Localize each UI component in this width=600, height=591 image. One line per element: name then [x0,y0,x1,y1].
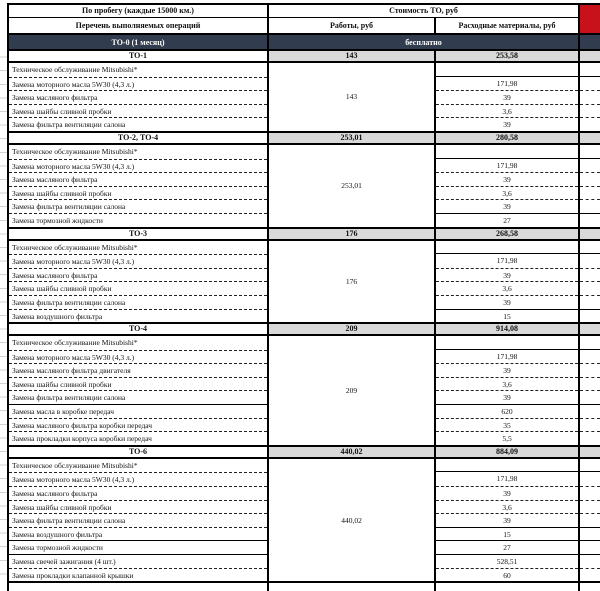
cut-cell [580,500,600,514]
section-header-row [9,49,600,63]
operation-label: Замена шайбы сливной пробки [9,500,267,514]
operations-column [9,336,267,445]
section-title: ТО-4 [128,324,148,334]
section-works-total: 209 [267,324,434,334]
material-value: 171,98 [496,351,518,361]
operation-label: Замена воздушного фильтра [9,527,267,541]
operations-column [9,145,267,227]
cut-cell [580,527,600,541]
section-extra-cell [578,229,600,239]
section-header-row [9,227,600,241]
operation-label: Замена шайбы сливной пробки [9,377,267,391]
materials-column [434,336,578,445]
works-value: 440,02 [267,459,434,581]
section-works-total: 440,02 [267,447,434,457]
cut-cell [580,254,600,268]
cut-cell [580,404,600,418]
operations-column [9,63,267,131]
section-title: ТО-2, ТО-4 [117,132,159,142]
operation-label: Замена моторного масла 5W30 (4,3 л.) [9,472,267,486]
section-materials-total: 914,08 [434,324,578,334]
cut-cell [580,486,600,500]
cut-column [578,336,600,445]
works-value: 209 [267,336,434,445]
cut-cell [580,350,600,364]
header-cost-title-cell: Стоимость ТО, руб [267,5,578,18]
section-materials-total: 884,09 [434,447,578,457]
material-value: 3,6 [436,377,578,391]
operation-label: Техническое обслуживание Mitsubishi* [12,146,138,156]
material-value: 60 [436,568,578,582]
cut-blank-cell [580,336,600,350]
operation-label: Замена воздушного фильтра [9,309,267,323]
material-value: 3,6 [436,500,578,514]
section-title: ТО-6 [128,446,148,456]
material-value: 35 [436,418,578,432]
operation-label: Замена моторного масла 5W30 (4,3 л.) [9,350,267,364]
cut-cell [580,213,600,227]
cut-cell [580,309,600,323]
cut-cell [580,554,600,568]
material-value: 39 [436,90,578,104]
operation-label: Замена фильтра вентиляции салона [9,117,267,131]
material-value: 171,98 [496,78,518,88]
material-value: 27 [436,213,578,227]
cut-cell [580,281,600,295]
free-row-extra-cell [578,35,600,49]
free-row-value: бесплатно [267,35,578,49]
materials-column [434,459,578,581]
header-operations-cell: Перечень выполняемых операций [75,20,201,30]
free-row-label: ТО-0 (1 месяц) [111,37,165,47]
section-body [9,241,600,323]
cut-cell [580,472,600,486]
operation-label: Замена шайбы сливной пробки [9,104,267,118]
section-body [9,63,600,131]
operation-label: Замена шайбы сливной пробки [9,281,267,295]
material-blank-cell [436,241,578,255]
cut-blank-cell [580,63,600,77]
operations-column [9,241,267,323]
materials-column [434,63,578,131]
section-extra-cell [578,133,600,143]
sheet-margin-gridlines [0,44,7,580]
materials-column [434,145,578,227]
section-extra-cell [578,324,600,334]
table-header [9,5,600,33]
material-value: 39 [436,390,578,404]
operation-label: Техническое обслуживание Mitsubishi* [12,65,138,74]
cut-cell [580,199,600,213]
material-value: 171,98 [496,474,518,484]
cut-cell [580,431,600,445]
material-value: 171,98 [496,256,518,266]
operation-label: Замена фильтра вентиляции салона [9,199,267,213]
operation-label: Замена моторного масла 5W30 (4,3 л.) [9,159,267,173]
material-blank-cell [436,145,578,159]
section-works-total: 143 [267,51,434,61]
cut-cell [580,90,600,104]
operation-label: Замена фильтра вентиляции салона [9,513,267,527]
material-blank-cell [436,336,578,350]
section-title: ТО-3 [128,228,148,238]
cut-blank-cell [580,241,600,255]
material-value: 39 [436,295,578,309]
material-value: 39 [436,199,578,213]
operation-label: Замена фильтра вентиляции салона [9,390,267,404]
material-value: 39 [436,363,578,377]
material-value: 39 [436,268,578,282]
section-body [9,459,600,583]
section-extra-cell [578,447,600,457]
material-value: 39 [436,513,578,527]
section-extra-cell [578,51,600,61]
material-blank-cell [436,63,578,77]
operation-label: Техническое обслуживание Mitsubishi* [12,460,138,470]
section-title: ТО-1 [128,51,148,60]
sections-container [9,49,600,583]
section-materials-total: 253,58 [434,51,578,61]
cut-cell [580,295,600,309]
operation-label: Замена шайбы сливной пробки [9,186,267,200]
operation-label: Техническое обслуживание Mitsubishi* [12,338,138,348]
material-value: 3,6 [436,104,578,118]
cut-cell [580,377,600,391]
cut-column [578,63,600,131]
operation-label: Замена масляного фильтра [9,268,267,282]
cut-cell [580,104,600,118]
accent-red-cell [578,5,600,33]
material-value: 27 [436,540,578,554]
cut-blank-cell [580,459,600,473]
section-works-total: 176 [267,229,434,239]
section-header-row [9,445,600,459]
operation-label: Замена прокладки корпуса коробки передач [9,431,267,445]
material-value: 39 [436,172,578,186]
materials-column [434,241,578,323]
cut-cell [580,390,600,404]
section-header-row [9,131,600,145]
cut-cell [580,268,600,282]
cut-column [578,145,600,227]
section-body [9,145,600,227]
material-value: 5,5 [436,431,578,445]
material-value: 528,51 [436,554,578,568]
cut-blank-cell [580,145,600,159]
cut-cell [580,363,600,377]
operation-label: Замена масла в коробке передач [9,404,267,418]
works-value: 253,01 [267,145,434,227]
section-materials-total: 280,58 [434,133,578,143]
section-body [9,336,600,445]
header-materials-cell: Расходные материалы, руб [434,18,578,33]
operation-label: Техническое обслуживание Mitsubishi* [12,242,138,252]
maintenance-cost-table [7,3,600,591]
material-value: 3,6 [436,186,578,200]
header-works-cell: Работы, руб [267,18,434,33]
operation-label: Замена масляного фильтра двигателя [9,363,267,377]
works-value: 143 [267,63,434,131]
operation-label: Замена прокладки клапанной крышки [9,568,267,582]
operation-label: Замена тормозной жидкости [9,540,267,554]
material-value: 15 [436,309,578,323]
next-row-stub [9,583,600,591]
operation-label: Замена масляного фильтра [9,172,267,186]
material-value: 171,98 [496,160,518,170]
operation-label: Замена моторного масла 5W30 (4,3 л.) [9,254,267,268]
free-service-row [9,33,600,49]
operation-label: Замена масляного фильтра [9,486,267,500]
cut-cell [580,513,600,527]
material-value: 3,6 [436,281,578,295]
cut-cell [580,186,600,200]
operation-label: Замена тормозной жидкости [9,213,267,227]
material-blank-cell [436,459,578,473]
operation-label: Замена масляного фильтра коробки передач [9,418,267,432]
cut-cell [580,117,600,131]
operation-label: Замена фильтра вентиляции салона [9,295,267,309]
operation-label: Замена масляного фильтра [9,90,267,104]
section-materials-total: 268,58 [434,229,578,239]
cut-cell [580,159,600,173]
material-value: 39 [436,117,578,131]
operations-column [9,459,267,581]
operation-label: Замена моторного масла 5W30 (4,3 л.) [9,77,267,91]
cut-cell [580,172,600,186]
cut-cell [580,418,600,432]
material-value: 15 [436,527,578,541]
material-value: 620 [436,404,578,418]
cut-cell [580,568,600,582]
section-works-total: 253,01 [267,133,434,143]
section-header-row [9,322,600,336]
cut-column [578,459,600,581]
cut-cell [580,540,600,554]
cut-column [578,241,600,323]
operation-label: Замена свечей зажигания (4 шт.) [9,554,267,568]
header-mileage-cell: По пробегу (каждые 15000 км.) [9,5,267,18]
material-value: 39 [436,486,578,500]
cut-cell [580,77,600,91]
works-value: 176 [267,241,434,323]
